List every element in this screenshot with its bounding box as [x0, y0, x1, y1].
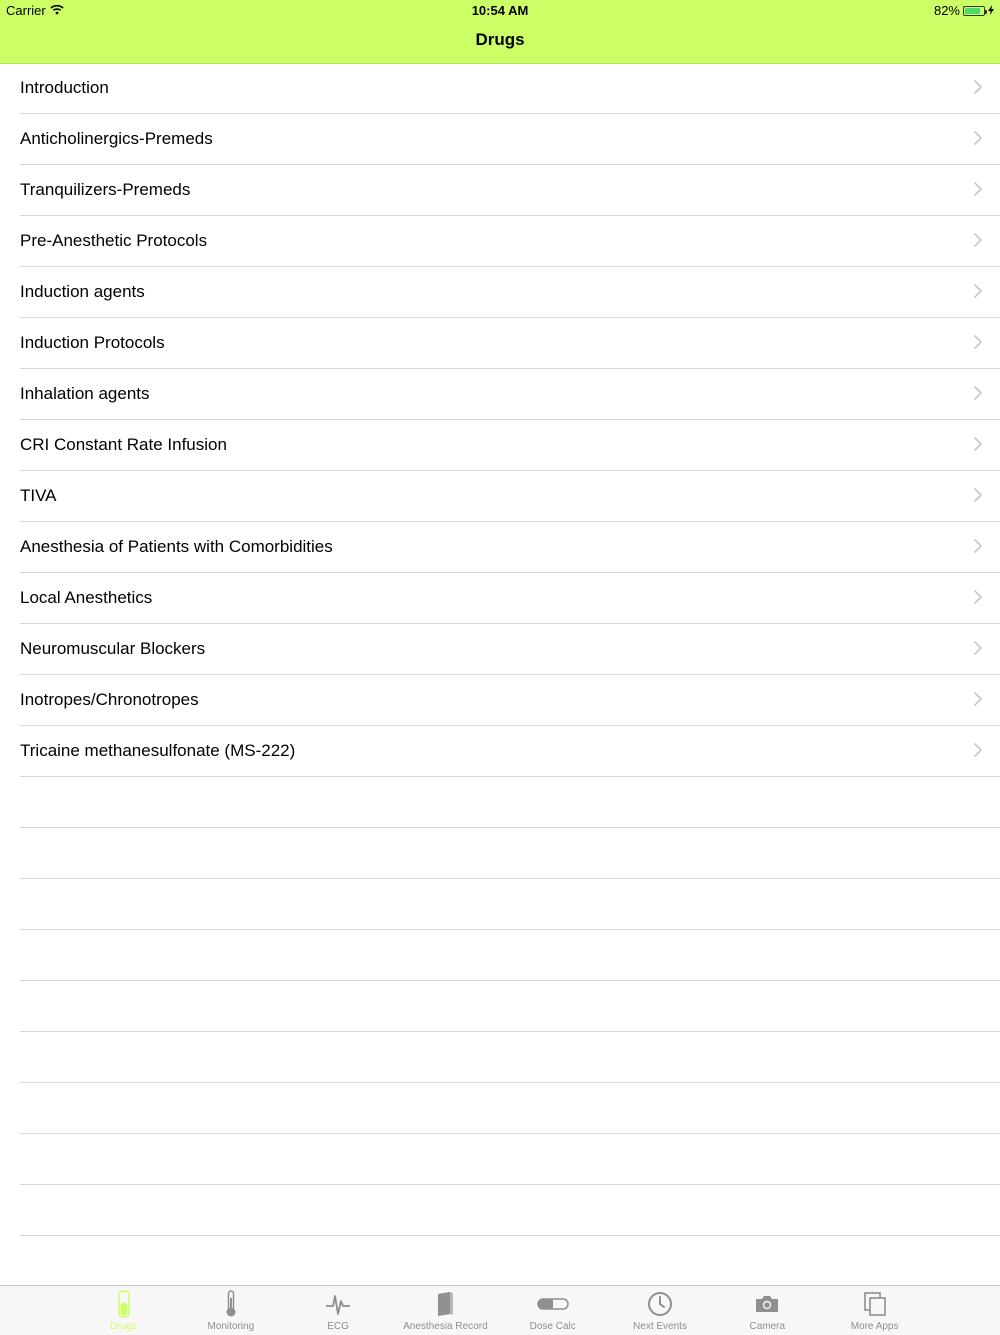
chevron-right-icon — [974, 80, 982, 99]
chevron-right-icon — [974, 488, 982, 507]
chevron-right-icon — [974, 539, 982, 558]
chevron-right-icon — [974, 743, 982, 762]
empty-row — [20, 1236, 1000, 1287]
empty-row — [20, 981, 1000, 1032]
list-item-label: Pre-Anesthetic Protocols — [20, 231, 208, 250]
status-bar — [0, 0, 1000, 20]
empty-row — [20, 879, 1000, 930]
list-item[interactable] — [20, 114, 1000, 165]
empty-row — [20, 828, 1000, 879]
list-item-label: Inhalation agents — [20, 384, 150, 403]
list-item-label: Anticholinergics-Premeds — [20, 129, 213, 148]
list-item-label: Neuromuscular Blockers — [20, 639, 206, 658]
chevron-right-icon — [974, 437, 982, 456]
tab-label: Next Events — [633, 1321, 687, 1332]
tab-label: Anesthesia Record — [403, 1321, 488, 1332]
chevron-right-icon — [974, 131, 982, 150]
navigation-header — [0, 0, 1000, 64]
tab-label: Drugs — [110, 1321, 137, 1332]
list-item[interactable] — [20, 675, 1000, 726]
battery-group — [934, 3, 994, 18]
page-title: Drugs — [475, 30, 525, 49]
tab-label: Camera — [749, 1321, 786, 1332]
pill-icon — [537, 1289, 569, 1319]
list-item-label: Induction Protocols — [20, 333, 165, 352]
list-item[interactable] — [20, 165, 1000, 216]
tab-monitoring[interactable] — [177, 1286, 284, 1335]
chevron-right-icon — [974, 386, 982, 405]
empty-row — [20, 930, 1000, 981]
chevron-right-icon — [974, 182, 982, 201]
list-item[interactable] — [20, 624, 1000, 675]
list-item[interactable] — [20, 522, 1000, 573]
tab-ecg[interactable] — [285, 1286, 392, 1335]
chevron-right-icon — [974, 233, 982, 252]
list-item[interactable] — [20, 318, 1000, 369]
list-item[interactable] — [20, 573, 1000, 624]
tab-label: Monitoring — [207, 1321, 255, 1332]
list-item-label: Local Anesthetics — [20, 588, 153, 607]
list-item-label: Inotropes/Chronotropes — [20, 690, 199, 709]
empty-row — [20, 1032, 1000, 1083]
tab-next-events[interactable] — [607, 1286, 714, 1335]
list-item[interactable] — [20, 369, 1000, 420]
battery-fill — [965, 8, 980, 14]
tab-drugs[interactable] — [70, 1286, 177, 1335]
empty-row — [20, 777, 1000, 828]
tab-more-apps[interactable] — [821, 1286, 928, 1335]
tab-camera[interactable] — [714, 1286, 821, 1335]
battery-percent: 82% — [933, 3, 960, 18]
copy-stack-icon — [863, 1289, 887, 1319]
list-item-label: Induction agents — [20, 282, 145, 301]
battery-icon — [963, 6, 985, 16]
list-item[interactable] — [20, 216, 1000, 267]
chevron-right-icon — [974, 641, 982, 660]
empty-row — [20, 1134, 1000, 1185]
clock-icon — [647, 1289, 673, 1319]
list-item-label: Introduction — [20, 78, 109, 97]
charging-bolt-icon — [988, 3, 994, 18]
thermometer-icon — [224, 1289, 238, 1319]
book-icon — [435, 1289, 455, 1319]
carrier-label: Carrier — [6, 3, 46, 18]
empty-row — [20, 1083, 1000, 1134]
chevron-right-icon — [974, 692, 982, 711]
tab-label: More Apps — [850, 1321, 899, 1332]
list-item[interactable] — [20, 420, 1000, 471]
list-item-label: Anesthesia of Patients with Comorbidities — [20, 537, 333, 556]
tab-label: Dose Calc — [529, 1321, 576, 1332]
list-item[interactable] — [20, 471, 1000, 522]
list-item-label: CRI Constant Rate Infusion — [20, 435, 227, 454]
tab-label: ECG — [327, 1321, 349, 1332]
camera-icon — [754, 1289, 780, 1319]
list-item-label: Tranquilizers-Premeds — [20, 180, 191, 199]
tab-dose-calc[interactable] — [499, 1286, 606, 1335]
list-item[interactable] — [20, 726, 1000, 777]
empty-row — [20, 1185, 1000, 1236]
chevron-right-icon — [974, 335, 982, 354]
chevron-right-icon — [974, 284, 982, 303]
test-tube-icon — [117, 1289, 131, 1319]
tab-bar — [0, 1285, 1000, 1335]
chevron-right-icon — [974, 590, 982, 609]
ecg-wave-icon — [325, 1289, 351, 1319]
tab-anesthesia-record[interactable] — [392, 1286, 499, 1335]
list-item-label: TIVA — [20, 486, 57, 505]
list-item[interactable] — [20, 63, 1000, 114]
status-time: 10:54 AM — [471, 3, 529, 18]
list-item[interactable] — [20, 267, 1000, 318]
list-item-label: Tricaine methanesulfonate (MS-222) — [20, 741, 296, 760]
drug-category-list — [0, 63, 1000, 1287]
